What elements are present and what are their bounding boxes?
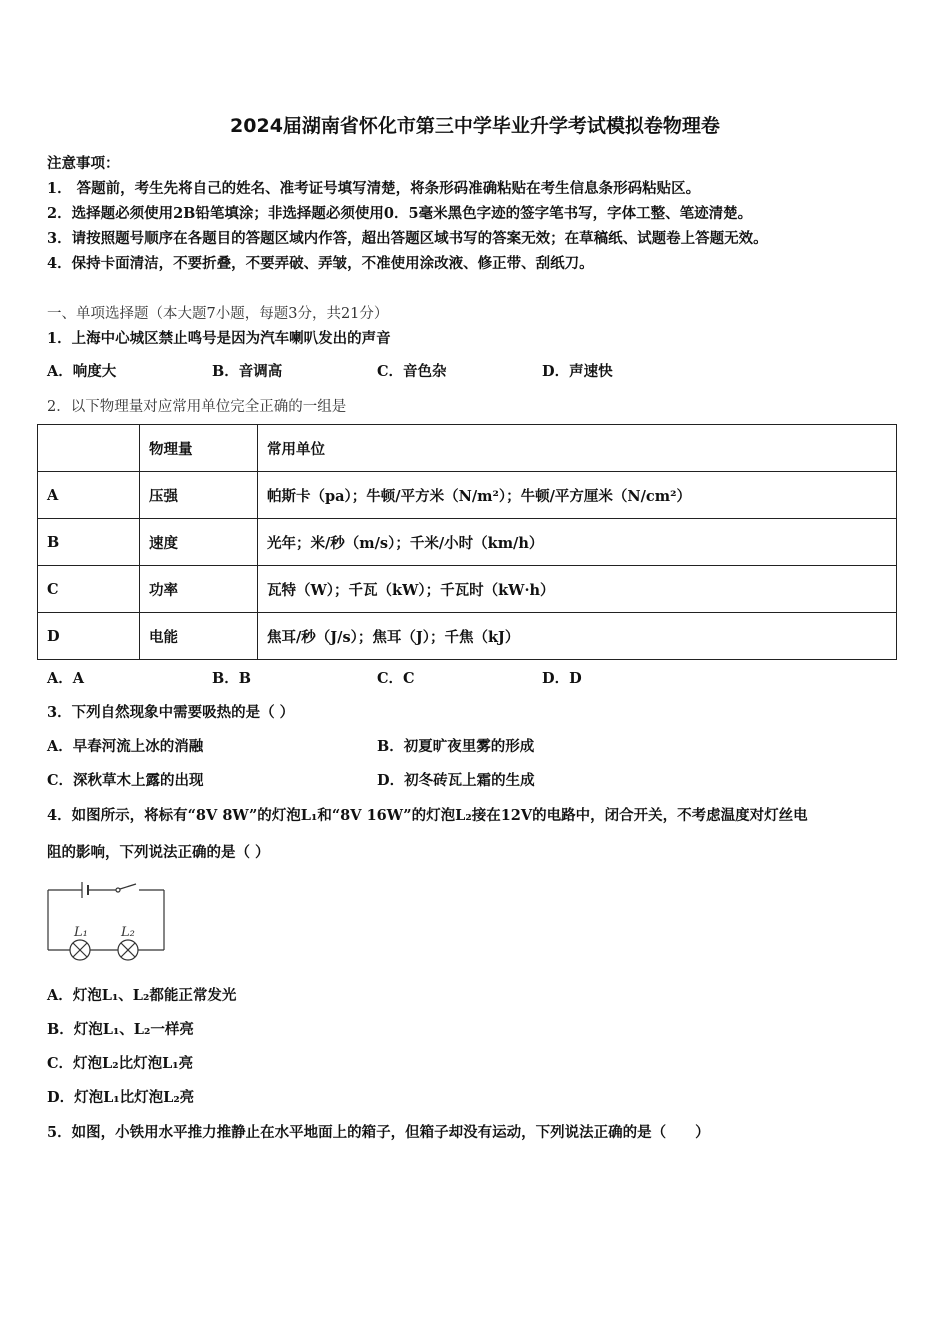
q1-option-d: D．声速快 — [542, 363, 613, 380]
page-title: 2024届湖南省怀化市第三中学毕业升学考试模拟卷物理卷 — [230, 115, 720, 137]
table-cell: 瓦特（W）；千瓦（kW）；千瓦时（kW·h） — [258, 566, 897, 613]
q2-option-d: D．D — [542, 670, 582, 687]
table-cell: 压强 — [140, 472, 258, 519]
q4-option-d: D．灯泡L₁比灯泡L₂亮 — [47, 1089, 195, 1106]
table-row — [38, 472, 897, 519]
notice-heading: 注意事项： — [47, 155, 120, 172]
q2-stem: 2．以下物理量对应常用单位完全正确的一组是 — [47, 399, 347, 415]
notice-item: 4．保持卡面清洁，不要折叠，不要弄破、弄皱，不准使用涂改液、修正带、刮纸刀。 — [47, 255, 594, 272]
table-cell: 焦耳/秒（J/s）；焦耳（J）；千焦（kJ） — [258, 613, 897, 660]
table-header-cell: 物理量 — [140, 425, 258, 472]
table-cell: 速度 — [140, 519, 258, 566]
q4-option-c: C．灯泡L₂比灯泡L₁亮 — [47, 1055, 194, 1072]
switch-pivot — [116, 888, 120, 892]
q1-option-c: C．音色杂 — [377, 363, 447, 380]
table-cell: 光年；米/秒（m/s）；千米/小时（km/h） — [258, 519, 897, 566]
q3-option-d: D．初冬砖瓦上霜的生成 — [377, 772, 535, 789]
notice-item: 1． 答题前，考生先将自己的姓名、准考证号填写清楚，将条形码准确粘贴在考生信息条形码粘贴区。 — [47, 180, 701, 197]
table-cell: 帕斯卡（pa）；牛顿/平方米（N/m²）；牛顿/平方厘米（N/cm²） — [258, 472, 897, 519]
table-cell: 功率 — [140, 566, 258, 613]
q4-stem-line1: 4．如图所示，将标有“8V 8W”的灯泡L₁和“8V 16W”的灯泡L₂接在12V的电路中，闭合开关，不考虑温度对灯丝电 — [47, 807, 808, 824]
table-cell: C — [38, 566, 140, 613]
q3-option-b: B．初夏旷夜里雾的形成 — [377, 738, 535, 755]
q4-stem-line2: 阻的影响，下列说法正确的是（ ） — [47, 844, 270, 861]
notice-item: 3．请按照题号顺序在各题目的答题区域内作答，超出答题区域书写的答案无效；在草稿纸、试题卷上答题无效。 — [47, 230, 768, 247]
table-header-row — [38, 425, 897, 472]
switch-blade — [120, 884, 136, 889]
table-row — [38, 566, 897, 613]
q2-option-c: C．C — [377, 670, 415, 687]
q3-option-c: C．深秋草木上露的出现 — [47, 772, 204, 789]
table-cell: A — [38, 472, 140, 519]
q4-option-b: B．灯泡L₁、L₂一样亮 — [47, 1021, 194, 1038]
q3-stem: 3．下列自然现象中需要吸热的是（ ） — [47, 704, 295, 721]
q1-option-a: A．响度大 — [47, 363, 117, 380]
unit-table — [37, 424, 897, 660]
q1-option-b: B．音调高 — [212, 363, 283, 380]
lamp-l1-label: L₁ — [74, 925, 88, 940]
table-header-cell — [38, 425, 140, 472]
table-cell: B — [38, 519, 140, 566]
circuit-diagram — [44, 880, 170, 964]
q1-stem: 1．上海中心城区禁止鸣号是因为汽车喇叭发出的声音 — [47, 330, 391, 347]
table-row — [38, 613, 897, 660]
table-cell: 电能 — [140, 613, 258, 660]
table-header-cell: 常用单位 — [258, 425, 897, 472]
q2-option-a: A．A — [47, 670, 85, 687]
q5-stem: 5．如图，小铁用水平推力推静止在水平地面上的箱子，但箱子却没有运动，下列说法正确的是（ ） — [47, 1124, 710, 1141]
q4-option-a: A．灯泡L₁、L₂都能正常发光 — [47, 987, 237, 1004]
notice-item: 2．选择题必须使用2B铅笔填涂；非选择题必须使用0．5毫米黑色字迹的签字笔书写，字体工整、笔迹清楚。 — [47, 205, 753, 222]
table-row — [38, 519, 897, 566]
q3-option-a: A．早春河流上冰的消融 — [47, 738, 204, 755]
section-heading: 一、单项选择题（本大题7小题，每题3分，共21分） — [47, 306, 389, 322]
lamp-l2-label: L₂ — [121, 925, 135, 940]
q2-option-b: B．B — [212, 670, 252, 687]
table-cell: D — [38, 613, 140, 660]
